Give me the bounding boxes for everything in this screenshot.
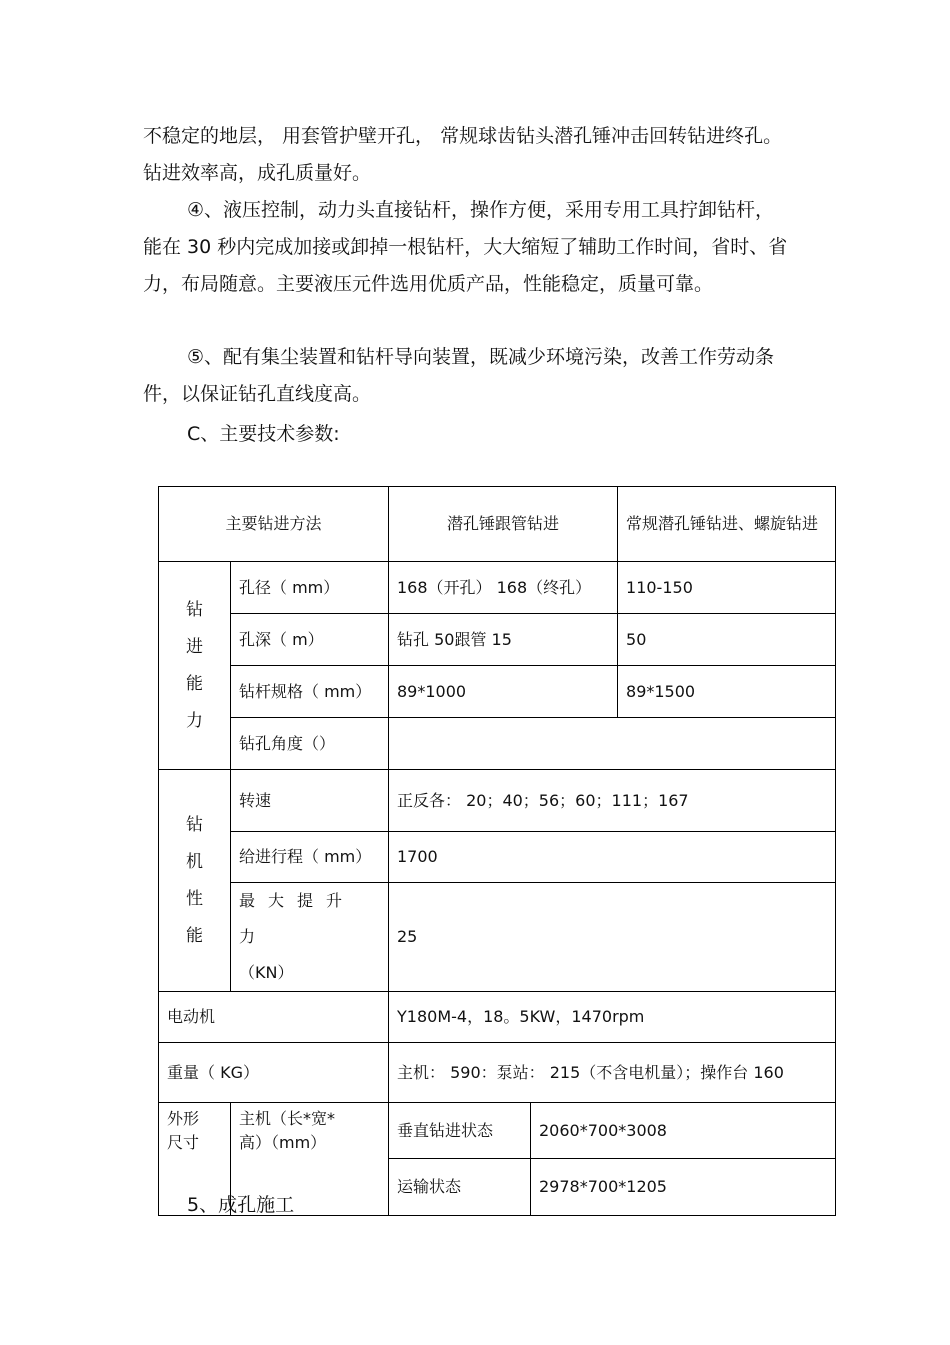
dims-label-line2: 尺寸 bbox=[167, 1133, 200, 1152]
row-value-2: 89*1500 bbox=[618, 666, 836, 718]
row-name: 钻孔角度（） bbox=[231, 718, 389, 770]
row-value: 主机： 590：泵站： 215（不含电机量）；操作台 160 bbox=[389, 1043, 836, 1103]
row-value: 25 bbox=[389, 883, 836, 992]
dims-sub-line1: 主机（长*宽* bbox=[239, 1109, 336, 1128]
row-name: 电动机 bbox=[159, 992, 389, 1043]
row-value-2: 110-150 bbox=[618, 562, 836, 614]
table-row bbox=[159, 718, 836, 770]
table-row bbox=[159, 992, 836, 1043]
row-value: Y180M-4，18。5KW，1470rpm bbox=[389, 992, 836, 1043]
group-label-machine-text: 钻机性能 bbox=[186, 814, 203, 946]
paragraph-hydraulic: ④、液压控制，动力头直接钻杆，操作方便，采用专用工具拧卸钻杆，能在 30 秒内完成加接或卸掉一根钻杆，大大缩短了辅助工作时间，省时、省力，布局随意。主要液压元件选用优质产品，性能稳定，质量可靠。 bbox=[143, 199, 788, 295]
group-label-machine bbox=[159, 770, 231, 992]
table-row bbox=[159, 614, 836, 666]
dims-state: 运输状态 bbox=[389, 1159, 531, 1216]
row-name: 孔径（ mm） bbox=[231, 562, 389, 614]
table-row bbox=[159, 666, 836, 718]
row-name: 给进行程（ mm） bbox=[231, 832, 389, 883]
table-row bbox=[159, 883, 836, 992]
group-label-drilling-text: 钻进能力 bbox=[186, 599, 203, 731]
row-value-2: 50 bbox=[618, 614, 836, 666]
dims-label-line1: 外形 bbox=[167, 1109, 200, 1128]
spec-table bbox=[158, 486, 836, 1216]
row-name: 转速 bbox=[231, 770, 389, 832]
table-header-row bbox=[159, 487, 836, 562]
row-name-line2: （KN） bbox=[239, 963, 294, 982]
table-row bbox=[159, 562, 836, 614]
dims-value: 2060*700*3008 bbox=[531, 1103, 836, 1159]
row-value-1: 钻孔 50跟管 15 bbox=[389, 614, 618, 666]
row-value: 正反各： 20；40；56；60；111；167 bbox=[389, 770, 836, 832]
table-row bbox=[159, 1043, 836, 1103]
section-heading-params: C、主要技术参数: bbox=[187, 423, 340, 445]
paragraph-dust: ⑤、配有集尘装置和钻杆导向装置，既减少环境污染，改善工作劳动条件，以保证钻孔直线度高。 bbox=[143, 346, 775, 405]
dims-value: 2978*700*1205 bbox=[531, 1159, 836, 1216]
row-value-1: 89*1000 bbox=[389, 666, 618, 718]
table-row bbox=[159, 770, 836, 832]
row-name: 孔深（ m） bbox=[231, 614, 389, 666]
header-col1: 潜孔锤跟管钻进 bbox=[389, 487, 618, 562]
row-name: 重量（ KG） bbox=[159, 1043, 389, 1103]
header-col2: 常规潜孔锤钻进、螺旋钻进 bbox=[618, 487, 836, 562]
row-name bbox=[231, 883, 389, 992]
section-heading-construction: 5、成孔施工 bbox=[187, 1194, 295, 1216]
row-value-1: 168（开孔） 168（终孔） bbox=[389, 562, 618, 614]
row-name-line1: 最大提升力 bbox=[239, 891, 356, 946]
dims-state: 垂直钻进状态 bbox=[389, 1103, 531, 1159]
row-value: 1700 bbox=[389, 832, 836, 883]
row-name: 钻杆规格（ mm） bbox=[231, 666, 389, 718]
row-value-merged bbox=[389, 718, 836, 770]
header-method: 主要钻进方法 bbox=[159, 487, 389, 562]
group-label-drilling bbox=[159, 562, 231, 770]
table-row bbox=[159, 832, 836, 883]
table-row bbox=[159, 1103, 836, 1159]
paragraph-intro: 不稳定的地层， 用套管护壁开孔， 常规球齿钻头潜孔锤冲击回转钻进终孔。钻进效率高，成孔质量好。 bbox=[143, 125, 783, 184]
dims-sub-line2: 高）（mm） bbox=[239, 1133, 327, 1152]
